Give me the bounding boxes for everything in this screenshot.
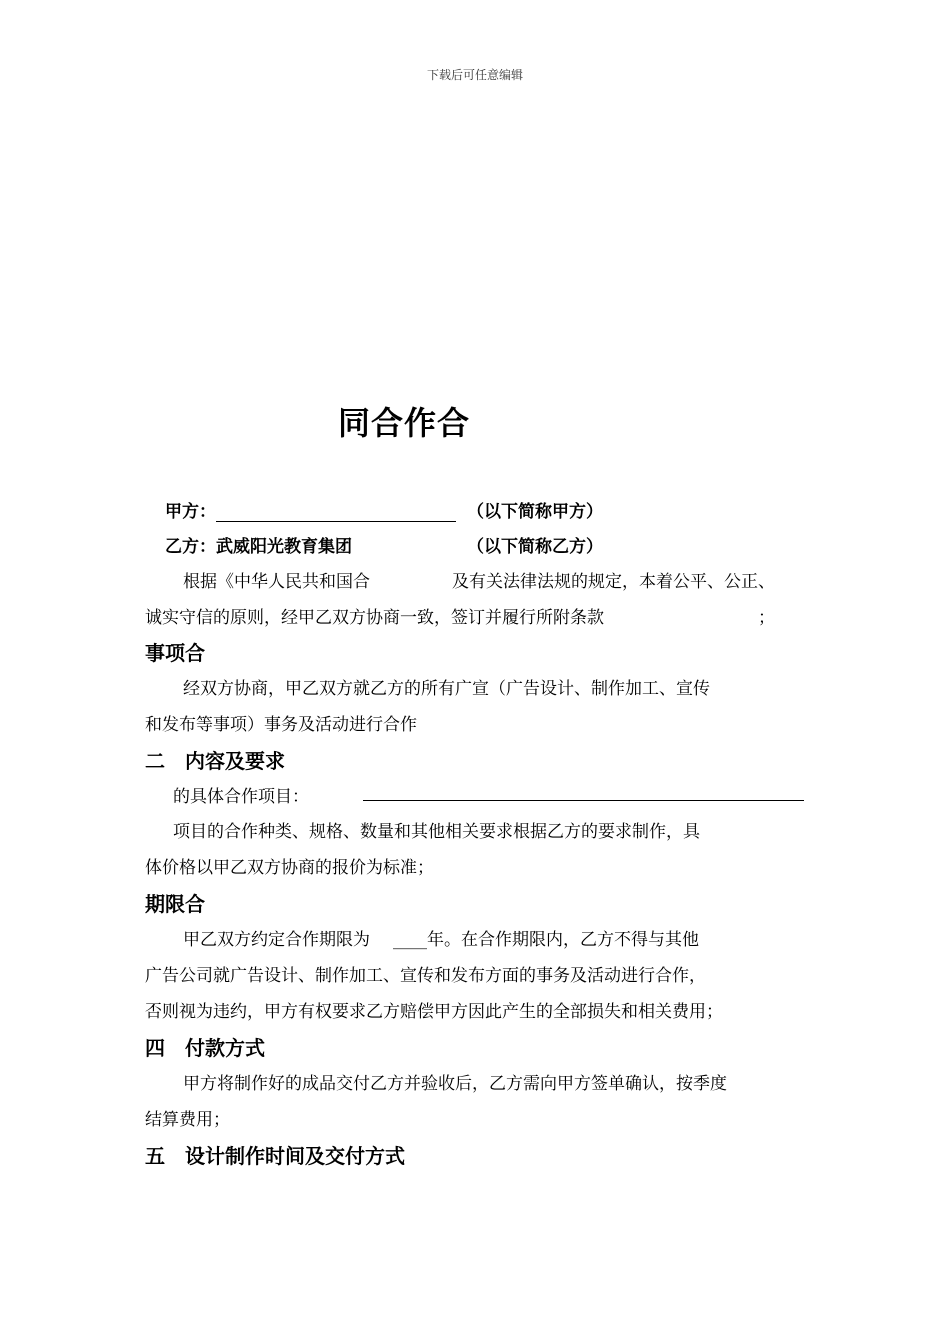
- section-3-line-1b: ____年。在合作期限内，乙方不得与其他: [393, 930, 699, 950]
- section-2-line-2: 项目的合作种类、规格、数量和其他相关要求根据乙方的要求制作，具: [173, 822, 700, 842]
- section-2-title: 二 内容及要求: [145, 749, 285, 773]
- intro-line-2a: 诚实守信的原则，经甲乙双方协商一致，签订并履行所附条款: [145, 608, 604, 628]
- intro-line-2b: ；: [758, 608, 775, 628]
- intro-line-1a: 根据《中华人民共和国合: [183, 572, 370, 592]
- party-a-label: 甲方：: [165, 502, 216, 522]
- section-1-title: 事项合: [145, 641, 205, 665]
- section-3-line-1a: 甲乙双方约定合作期限为: [183, 930, 370, 950]
- section-4-line-2: 结算费用；: [145, 1110, 230, 1130]
- section-4-line-1: 甲方将制作好的成品交付乙方并验收后，乙方需向甲方签单确认，按季度: [183, 1074, 727, 1094]
- section-2-line-3: 体价格以甲乙双方协商的报价为标准；: [145, 858, 434, 878]
- section-1-line-1: 经双方协商，甲乙双方就乙方的所有广宣（广告设计、制作加工、宣传: [183, 679, 710, 699]
- section-2-line-1: 的具体合作项目：: [173, 787, 309, 807]
- section-4-title: 四 付款方式: [145, 1036, 265, 1060]
- party-b-text: 乙方：武威阳光教育集团: [165, 537, 352, 557]
- party-b-suffix: （以下简称乙方）: [467, 537, 603, 557]
- party-a-line: [165, 497, 456, 522]
- section-1-line-2: 和发布等事项）事务及活动进行合作: [145, 715, 417, 735]
- section-3-title: 期限合: [145, 892, 205, 916]
- party-a-suffix: （以下简称甲方）: [467, 502, 603, 522]
- section-3-line-3: 否则视为违约，甲方有权要求乙方赔偿甲方因此产生的全部损失和相关费用；: [145, 1002, 723, 1022]
- page-header-note: 下载后可任意编辑: [426, 68, 523, 82]
- document-title: 同合作合: [338, 404, 471, 442]
- section-5-title: 五 设计制作时间及交付方式: [145, 1144, 405, 1168]
- section-2-blank-line: [363, 800, 804, 801]
- party-a-blank: [216, 503, 456, 522]
- intro-line-1b: 及有关法律法规的规定，本着公平、公正、: [452, 572, 775, 592]
- section-3-line-2: 广告公司就广告设计、制作加工、宣传和发布方面的事务及活动进行合作，: [145, 966, 706, 986]
